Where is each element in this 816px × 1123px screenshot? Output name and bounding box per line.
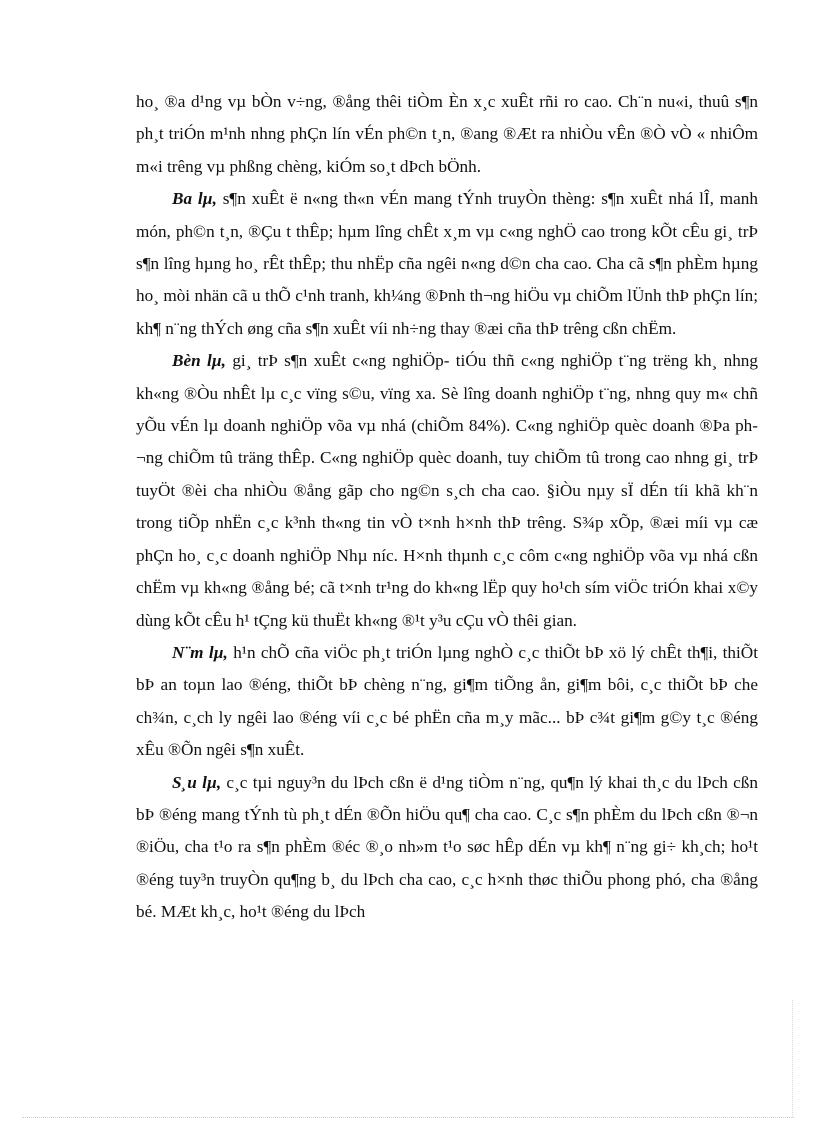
paragraph-1 <box>136 86 758 183</box>
document-body <box>136 86 758 929</box>
paragraph-2-lead: Ba lµ, <box>172 189 217 209</box>
paragraph-1-text: ho¸ ®a d¹ng vµ bÒn v÷ng, ®ång thêi tiÒm Èn x¸c xuÊt rñi ro cao. Ch¨n nu«i, thuû s¶n ph¸t triÓn m¹nh nhng phÇn lín vÉn ph©n t¸n, ®ang ®Æt ra nhiÒu vÊn ®Ò vÒ « nhiÔm m«i trêng vµ phßng chèng, kiÓm so¸t dÞch bÖnh. <box>136 92 758 176</box>
paragraph-3-lead: Bèn lµ, <box>172 351 226 371</box>
paragraph-5-text: c¸c tµi nguy³n du lÞch cßn ë d¹ng tiÒm n¨ng, qu¶n lý khai th¸c du lÞch cßn bÞ ®éng mang tÝnh tù ph¸t dÉn ®Õn hiÖu qu¶ cha cao. C¸c s¶n phÈm du lÞch cßn ®¬n ®iÖu, cha t¹o ra s¶n phÈm ®éc ®¸o nh»m t¹o søc hÊp dÉn vµ kh¶ n¨ng gi÷ kh¸ch; ho¹t ®éng tuy³n truyÒn qu¶ng b¸ du lÞch cha cao, c¸c h×nh thøc thiÕu phong phó, cha ®ång bé. MÆt kh¸c, ho¹t ®éng du lÞch <box>136 772 758 922</box>
paragraph-3 <box>136 345 758 637</box>
paragraph-4 <box>136 637 758 767</box>
paragraph-3-text: gi¸ trÞ s¶n xuÊt c«ng nghiÖp- tiÓu thñ c«ng nghiÖp t¨ng trëng kh¸ nhng kh«ng ®Òu nhÊt lµ c¸c vïng s©u, vïng xa. Sè lîng doanh nghiÖp t¨ng, nhng quy m« chñ yÕu vÉn lµ doanh nghiÖp võa vµ nhá (chiÕm 84%). C«ng nghiÖp quèc doanh ®Þa ph¬ng chiÕm tû träng thÊp. C«ng nghiÖp quèc doanh, tuy chiÕm tû trong cao nhng gi¸ trÞ tuyÖt ®èi cha nhiÒu ®ång gãp cho ng©n s¸ch cha cao. §iÒu nµy sÏ dÉn tíi khã kh¨n trong tiÕp nhËn c¸c k³nh th«ng tin vÒ t×nh h×nh thÞ trêng. S¾p xÕp, ®æi míi vµ cæ phÇn ho¸ c¸c doanh nghiÖp Nhµ níc. H×nh thµnh c¸c côm c«ng nghiÖp võa vµ nhá cßn chËm vµ kh«ng ®ång bé; cã t×nh tr¹ng do kh«ng lËp quy ho¹ch sím viÖc triÓn khai x©y dùng kÕt cÊu h¹ tÇng kü thuËt kh«ng ®¹t y³u cÇu vÒ thêi gian. <box>136 351 758 630</box>
page-bottom-border <box>22 1117 794 1118</box>
paragraph-5 <box>136 767 758 929</box>
paragraph-2-text: s¶n xuÊt ë n«ng th«n vÉn mang tÝnh truyÒn thèng: s¶n xuÊt nhá lÎ, manh món, ph©n t¸n, ®Çu t thÊp; hµm lîng chÊt x¸m vµ c«ng nghÖ cao trong kÕt cÊu gi¸ trÞ s¶n lîng hµng ho¸ rÊt thÊp; thu nhËp cña ngêi n«ng d©n cha cao. Cha cã s¶n phÈm hµng ho¸ mòi nhän cã u thÕ c¹nh tranh, kh¼ng ®Þnh th¬ng hiÖu vµ chiÕm lÜnh thÞ phÇn lín; kh¶ n¨ng thÝch øng cña s¶n xuÊt víi nh÷ng thay ®æi cña thÞ trêng cßn chËm. <box>136 189 758 338</box>
paragraph-2 <box>136 183 758 345</box>
paragraph-4-lead: N¨m lµ, <box>172 642 228 662</box>
paragraph-5-lead: S¸u lµ, <box>172 772 222 792</box>
page-right-border <box>792 1000 793 1117</box>
paragraph-4-text: h¹n chÕ cña viÖc ph¸t triÓn lµng nghÒ c¸c thiÕt bÞ xö lý chÊt th¶i, thiÕt bÞ an toµn lao ®éng, thiÕt bÞ chèng n¨ng, gi¶m tiÕng ån, gi¶m bôi, c¸c thiÕt bÞ che ch¾n, c¸ch ly ngêi lao ®éng víi c¸c bé phËn cña m¸y mãc... bÞ c¾t gi¶m g©y t¸c ®éng xÊu ®Õn ngêi s¶n xuÊt. <box>136 642 758 760</box>
